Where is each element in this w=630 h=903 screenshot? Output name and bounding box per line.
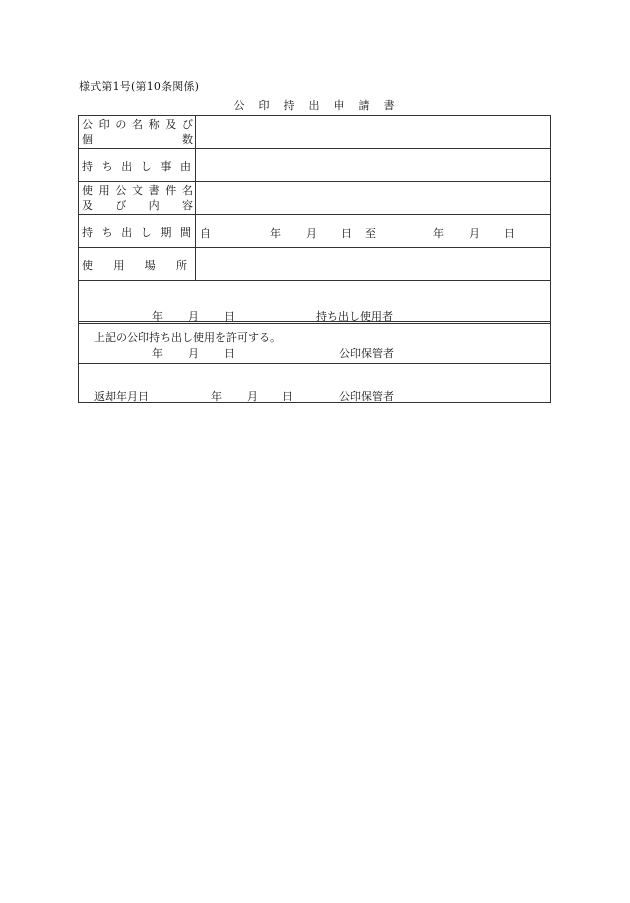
row-reason [79, 149, 550, 182]
period-to-month: 月 [469, 227, 480, 240]
approval-day: 日 [224, 347, 235, 360]
period-to-day: 日 [504, 227, 515, 240]
row-applicant [79, 281, 550, 324]
applicant-month: 月 [188, 310, 199, 323]
period-from: 自 [200, 227, 211, 240]
label-document-name-content: 使 用 公 文 書 件 名 及 び 内 容 [79, 182, 196, 214]
reason-field[interactable] [197, 149, 550, 181]
row-place [79, 248, 550, 281]
label-reason: 持 ち 出 し 事 由 [79, 149, 196, 181]
approval-month: 月 [188, 347, 199, 360]
applicant-user-label: 持ち出し使用者 [316, 310, 393, 323]
period-from-day: 日 [341, 227, 352, 240]
row-document [79, 182, 550, 215]
seal-name-field[interactable] [197, 116, 550, 148]
document-field[interactable] [197, 182, 550, 214]
return-year: 年 [211, 390, 222, 403]
return-date-label: 返却年月日 [94, 390, 149, 403]
label-seal-name-count: 公 印 の 名 称 及 び 個 数 [79, 116, 196, 148]
applicant-year: 年 [152, 310, 163, 323]
document-title: 公印持出申請書 [233, 99, 409, 112]
label-place: 使 用 場 所 [79, 248, 196, 280]
period-from-year: 年 [270, 227, 281, 240]
return-month: 月 [247, 390, 258, 403]
form-number: 様式第1号(第10条関係) [79, 80, 200, 93]
return-keeper-label: 公印保管者 [339, 390, 394, 403]
period-to: 至 [365, 227, 376, 240]
place-field[interactable] [197, 248, 550, 280]
applicant-day: 日 [224, 310, 235, 323]
period-from-month: 月 [306, 227, 317, 240]
return-day: 日 [282, 390, 293, 403]
application-form-table [78, 115, 551, 403]
row-seal-name [79, 116, 550, 149]
row-approval [79, 324, 550, 364]
approval-year: 年 [152, 347, 163, 360]
label-period: 持 ち 出 し 期 間 [79, 215, 196, 247]
row-return [79, 364, 550, 402]
period-to-year: 年 [433, 227, 444, 240]
approval-keeper-label: 公印保管者 [339, 347, 394, 360]
row-period [79, 215, 550, 248]
approval-text: 上記の公印持ち出し使用を許可する。 [94, 331, 281, 344]
